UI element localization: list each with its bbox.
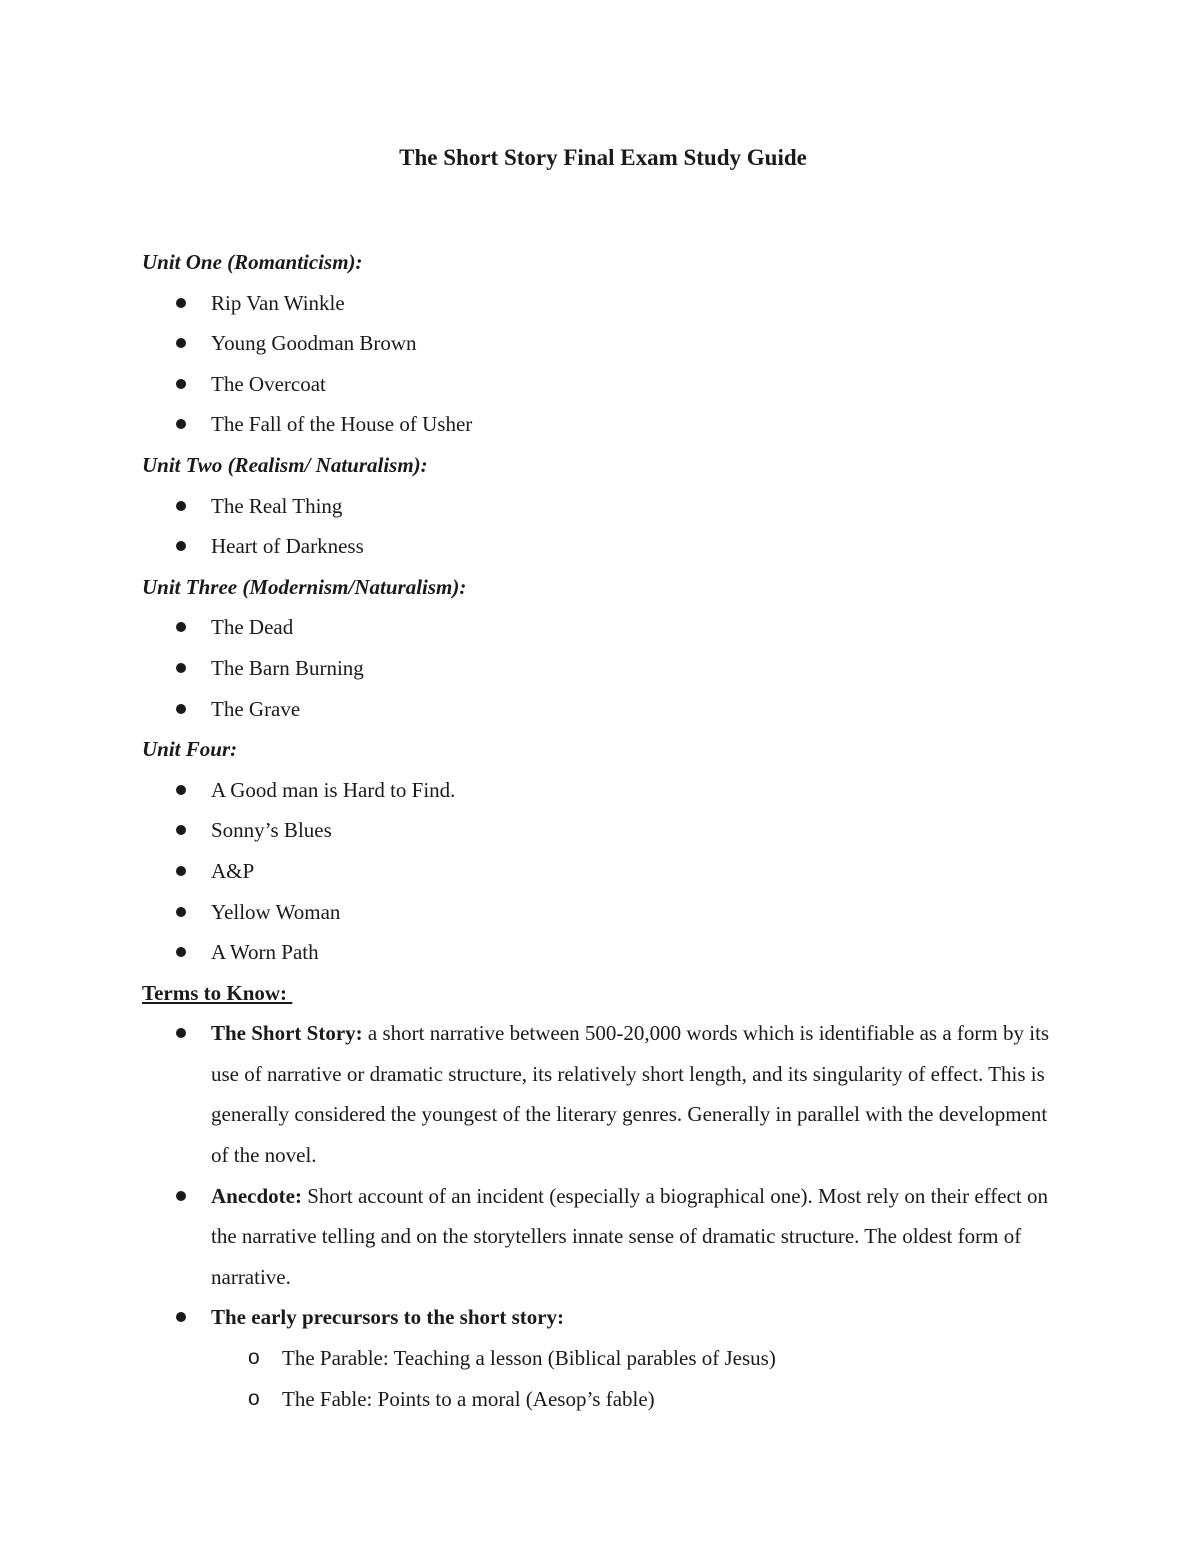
unit-heading: Unit Three (Modernism/Naturalism): — [142, 574, 467, 599]
bullet-icon — [176, 1028, 186, 1038]
work-title: The Grave — [211, 696, 301, 721]
bullet-icon — [176, 298, 186, 308]
work-title: Young Goodman Brown — [211, 331, 417, 356]
work-title: Sonny’s Blues — [211, 818, 332, 843]
bullet-icon — [176, 907, 186, 917]
work-title: The Overcoat — [211, 371, 326, 396]
bullet-icon — [176, 663, 186, 673]
circle-bullet-icon: o — [248, 1346, 260, 1370]
list-item — [142, 851, 1052, 892]
works-list — [142, 283, 1052, 445]
unit-section — [142, 729, 1052, 973]
sub-item-text: The Fable: Points to a moral (Aesop’s fable) — [282, 1386, 655, 1411]
work-title: A&P — [211, 858, 255, 883]
works-list — [142, 486, 1052, 567]
work-title: A Good man is Hard to Find. — [211, 777, 456, 802]
terms-heading: Terms to Know: — [142, 980, 293, 1005]
bullet-icon — [176, 622, 186, 632]
list-item — [142, 932, 1052, 973]
term-definition: a short narrative between 500-20,000 words which is identifiable as a form by its use of narrative or dramatic structure, its relatively short length, and its singularity of effect. This is generally considered the youngest of the literary genres. Generally in parallel with the development of the novel. — [211, 1021, 1050, 1168]
terms-section — [142, 973, 1052, 1420]
bullet-icon — [176, 541, 186, 551]
sub-list — [142, 1338, 1052, 1419]
bullet-icon — [176, 419, 186, 429]
list-item — [142, 283, 1052, 324]
list-item — [142, 404, 1052, 445]
list-item — [142, 526, 1052, 567]
list-item — [142, 486, 1052, 527]
document-page — [142, 140, 1052, 1419]
list-item — [142, 810, 1052, 851]
document-title: The Short Story Final Exam Study Guide — [399, 145, 807, 170]
work-title: Heart of Darkness — [211, 534, 364, 559]
term-name: The early precursors to the short story: — [211, 1305, 565, 1330]
work-title: The Fall of the House of Usher — [211, 412, 473, 437]
unit-heading: Unit One (Romanticism): — [142, 250, 363, 274]
term-item — [142, 1013, 1052, 1175]
list-item — [142, 770, 1052, 811]
works-list — [142, 607, 1052, 729]
bullet-icon — [176, 1191, 186, 1201]
bullet-icon — [176, 338, 186, 348]
bullet-icon — [176, 379, 186, 389]
work-title: Rip Van Winkle — [211, 290, 345, 315]
term-definition: Short account of an incident (especially a biographical one). Most rely on their effect on the narrative telling and on the storytellers innate sense of dramatic structure. The oldest form of narrative. — [211, 1183, 1049, 1289]
sub-item — [142, 1338, 1052, 1379]
bullet-icon — [176, 825, 186, 835]
sub-item — [142, 1379, 1052, 1420]
works-list — [142, 770, 1052, 973]
unit-section — [142, 567, 1052, 729]
bullet-icon — [176, 947, 186, 957]
unit-heading: Unit Four: — [142, 737, 238, 762]
work-title: Yellow Woman — [211, 899, 341, 924]
circle-bullet-icon: o — [248, 1386, 260, 1410]
term-item — [142, 1176, 1052, 1298]
unit-section — [142, 242, 1052, 445]
work-title: The Real Thing — [211, 493, 343, 518]
sub-item-text: The Parable: Teaching a lesson (Biblical parables of Jesus) — [282, 1346, 776, 1371]
unit-section — [142, 445, 1052, 567]
term-item — [142, 1297, 1052, 1338]
bullet-icon — [176, 785, 186, 795]
term-name: Anecdote: — [211, 1183, 302, 1208]
list-item — [142, 892, 1052, 933]
work-title: The Dead — [211, 615, 294, 640]
work-title: A Worn Path — [211, 940, 319, 965]
terms-list — [142, 1013, 1052, 1338]
bullet-icon — [176, 866, 186, 876]
list-item — [142, 689, 1052, 730]
list-item — [142, 323, 1052, 364]
work-title: The Barn Burning — [211, 655, 364, 680]
list-item — [142, 607, 1052, 648]
list-item — [142, 648, 1052, 689]
bullet-icon — [176, 501, 186, 511]
list-item — [142, 364, 1052, 405]
unit-heading: Unit Two (Realism/ Naturalism): — [142, 452, 428, 477]
bullet-icon — [176, 704, 186, 714]
bullet-icon — [176, 1312, 186, 1322]
term-name: The Short Story: — [211, 1021, 363, 1046]
